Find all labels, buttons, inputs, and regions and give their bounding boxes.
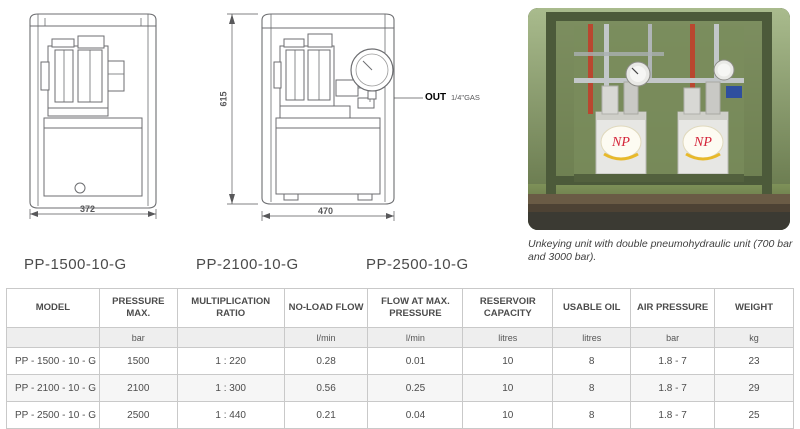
unit-usable-oil: litres	[553, 328, 631, 348]
col-header-model: MODEL	[7, 289, 100, 328]
cell-reservoir: 10	[463, 348, 553, 375]
cell-reservoir: 10	[463, 375, 553, 402]
col-header-flow-at-max-pressure: FLOW AT MAX. PRESSURE	[368, 289, 463, 328]
unit-weight: kg	[715, 328, 794, 348]
cell-flow-max: 0.25	[368, 375, 463, 402]
drawing-middle-svg	[218, 6, 508, 231]
cell-usable-oil: 8	[553, 402, 631, 429]
photo-caption: Unkeying unit with double pneumohydraulic unit (700 bar and 3000 bar).	[528, 238, 793, 263]
unit-model	[7, 328, 100, 348]
cell-no-load-flow: 0.21	[284, 402, 368, 429]
cell-weight: 25	[715, 402, 794, 429]
cell-no-load-flow: 0.56	[284, 375, 368, 402]
caption-pp1500: PP-1500-10-G	[24, 256, 127, 273]
unit-ratio	[177, 328, 284, 348]
cell-pressure: 1500	[99, 348, 177, 375]
table-row	[7, 402, 794, 429]
cell-model: PP - 2500 - 10 - G	[7, 402, 100, 429]
col-header-multiplication-ratio: MULTIPLICATION RATIO	[177, 289, 284, 328]
drawing-left-svg	[8, 6, 188, 221]
col-header-reservoir-capacity: RESERVOIR CAPACITY	[463, 289, 553, 328]
cell-reservoir: 10	[463, 402, 553, 429]
specifications-table-wrap	[6, 288, 794, 429]
col-header-pressure-max: PRESSURE MAX.	[99, 289, 177, 328]
unit-air-pressure: bar	[631, 328, 715, 348]
col-header-no-load-flow: NO-LOAD FLOW	[284, 289, 368, 328]
cell-ratio: 1 : 220	[177, 348, 284, 375]
svg-text:NP: NP	[694, 135, 712, 150]
product-photo	[528, 8, 790, 230]
unit-pressure: bar	[99, 328, 177, 348]
photo-illustration	[528, 8, 790, 230]
col-header-weight: WEIGHT	[715, 289, 794, 328]
cell-air-pressure: 1.8 - 7	[631, 402, 715, 429]
cell-air-pressure: 1.8 - 7	[631, 375, 715, 402]
cell-flow-max: 0.01	[368, 348, 463, 375]
middle-width-dimension: 470	[318, 206, 334, 216]
unit-no-load-flow: l/min	[284, 328, 368, 348]
cell-ratio: 1 : 440	[177, 402, 284, 429]
cell-air-pressure: 1.8 - 7	[631, 348, 715, 375]
left-width-dimension: 372	[80, 204, 96, 214]
cell-weight: 23	[715, 348, 794, 375]
caption-pp2100: PP-2100-10-G	[196, 256, 299, 273]
cell-usable-oil: 8	[553, 348, 631, 375]
col-header-air-pressure: AIR PRESSURE	[631, 289, 715, 328]
cell-weight: 29	[715, 375, 794, 402]
unit-reservoir: litres	[463, 328, 553, 348]
table-units-row	[7, 328, 794, 348]
cell-model: PP - 1500 - 10 - G	[7, 348, 100, 375]
table-row	[7, 348, 794, 375]
drawing-middle	[218, 6, 508, 231]
out-port-label: OUT	[425, 92, 447, 103]
cell-pressure: 2100	[99, 375, 177, 402]
specifications-table	[6, 288, 794, 429]
out-port-spec: 1/4"GAS	[451, 93, 480, 102]
table-header-row	[7, 289, 794, 328]
unit-flow-max: l/min	[368, 328, 463, 348]
caption-pp2500: PP-2500-10-G	[366, 256, 469, 273]
svg-text:NP: NP	[612, 135, 630, 150]
col-header-usable-oil: USABLE OIL	[553, 289, 631, 328]
drawing-left	[8, 6, 188, 221]
cell-model: PP - 2100 - 10 - G	[7, 375, 100, 402]
cell-usable-oil: 8	[553, 375, 631, 402]
table-row	[7, 375, 794, 402]
cell-no-load-flow: 0.28	[284, 348, 368, 375]
cell-flow-max: 0.04	[368, 402, 463, 429]
cell-ratio: 1 : 300	[177, 375, 284, 402]
middle-height-dimension: 615	[218, 91, 229, 107]
cell-pressure: 2500	[99, 402, 177, 429]
